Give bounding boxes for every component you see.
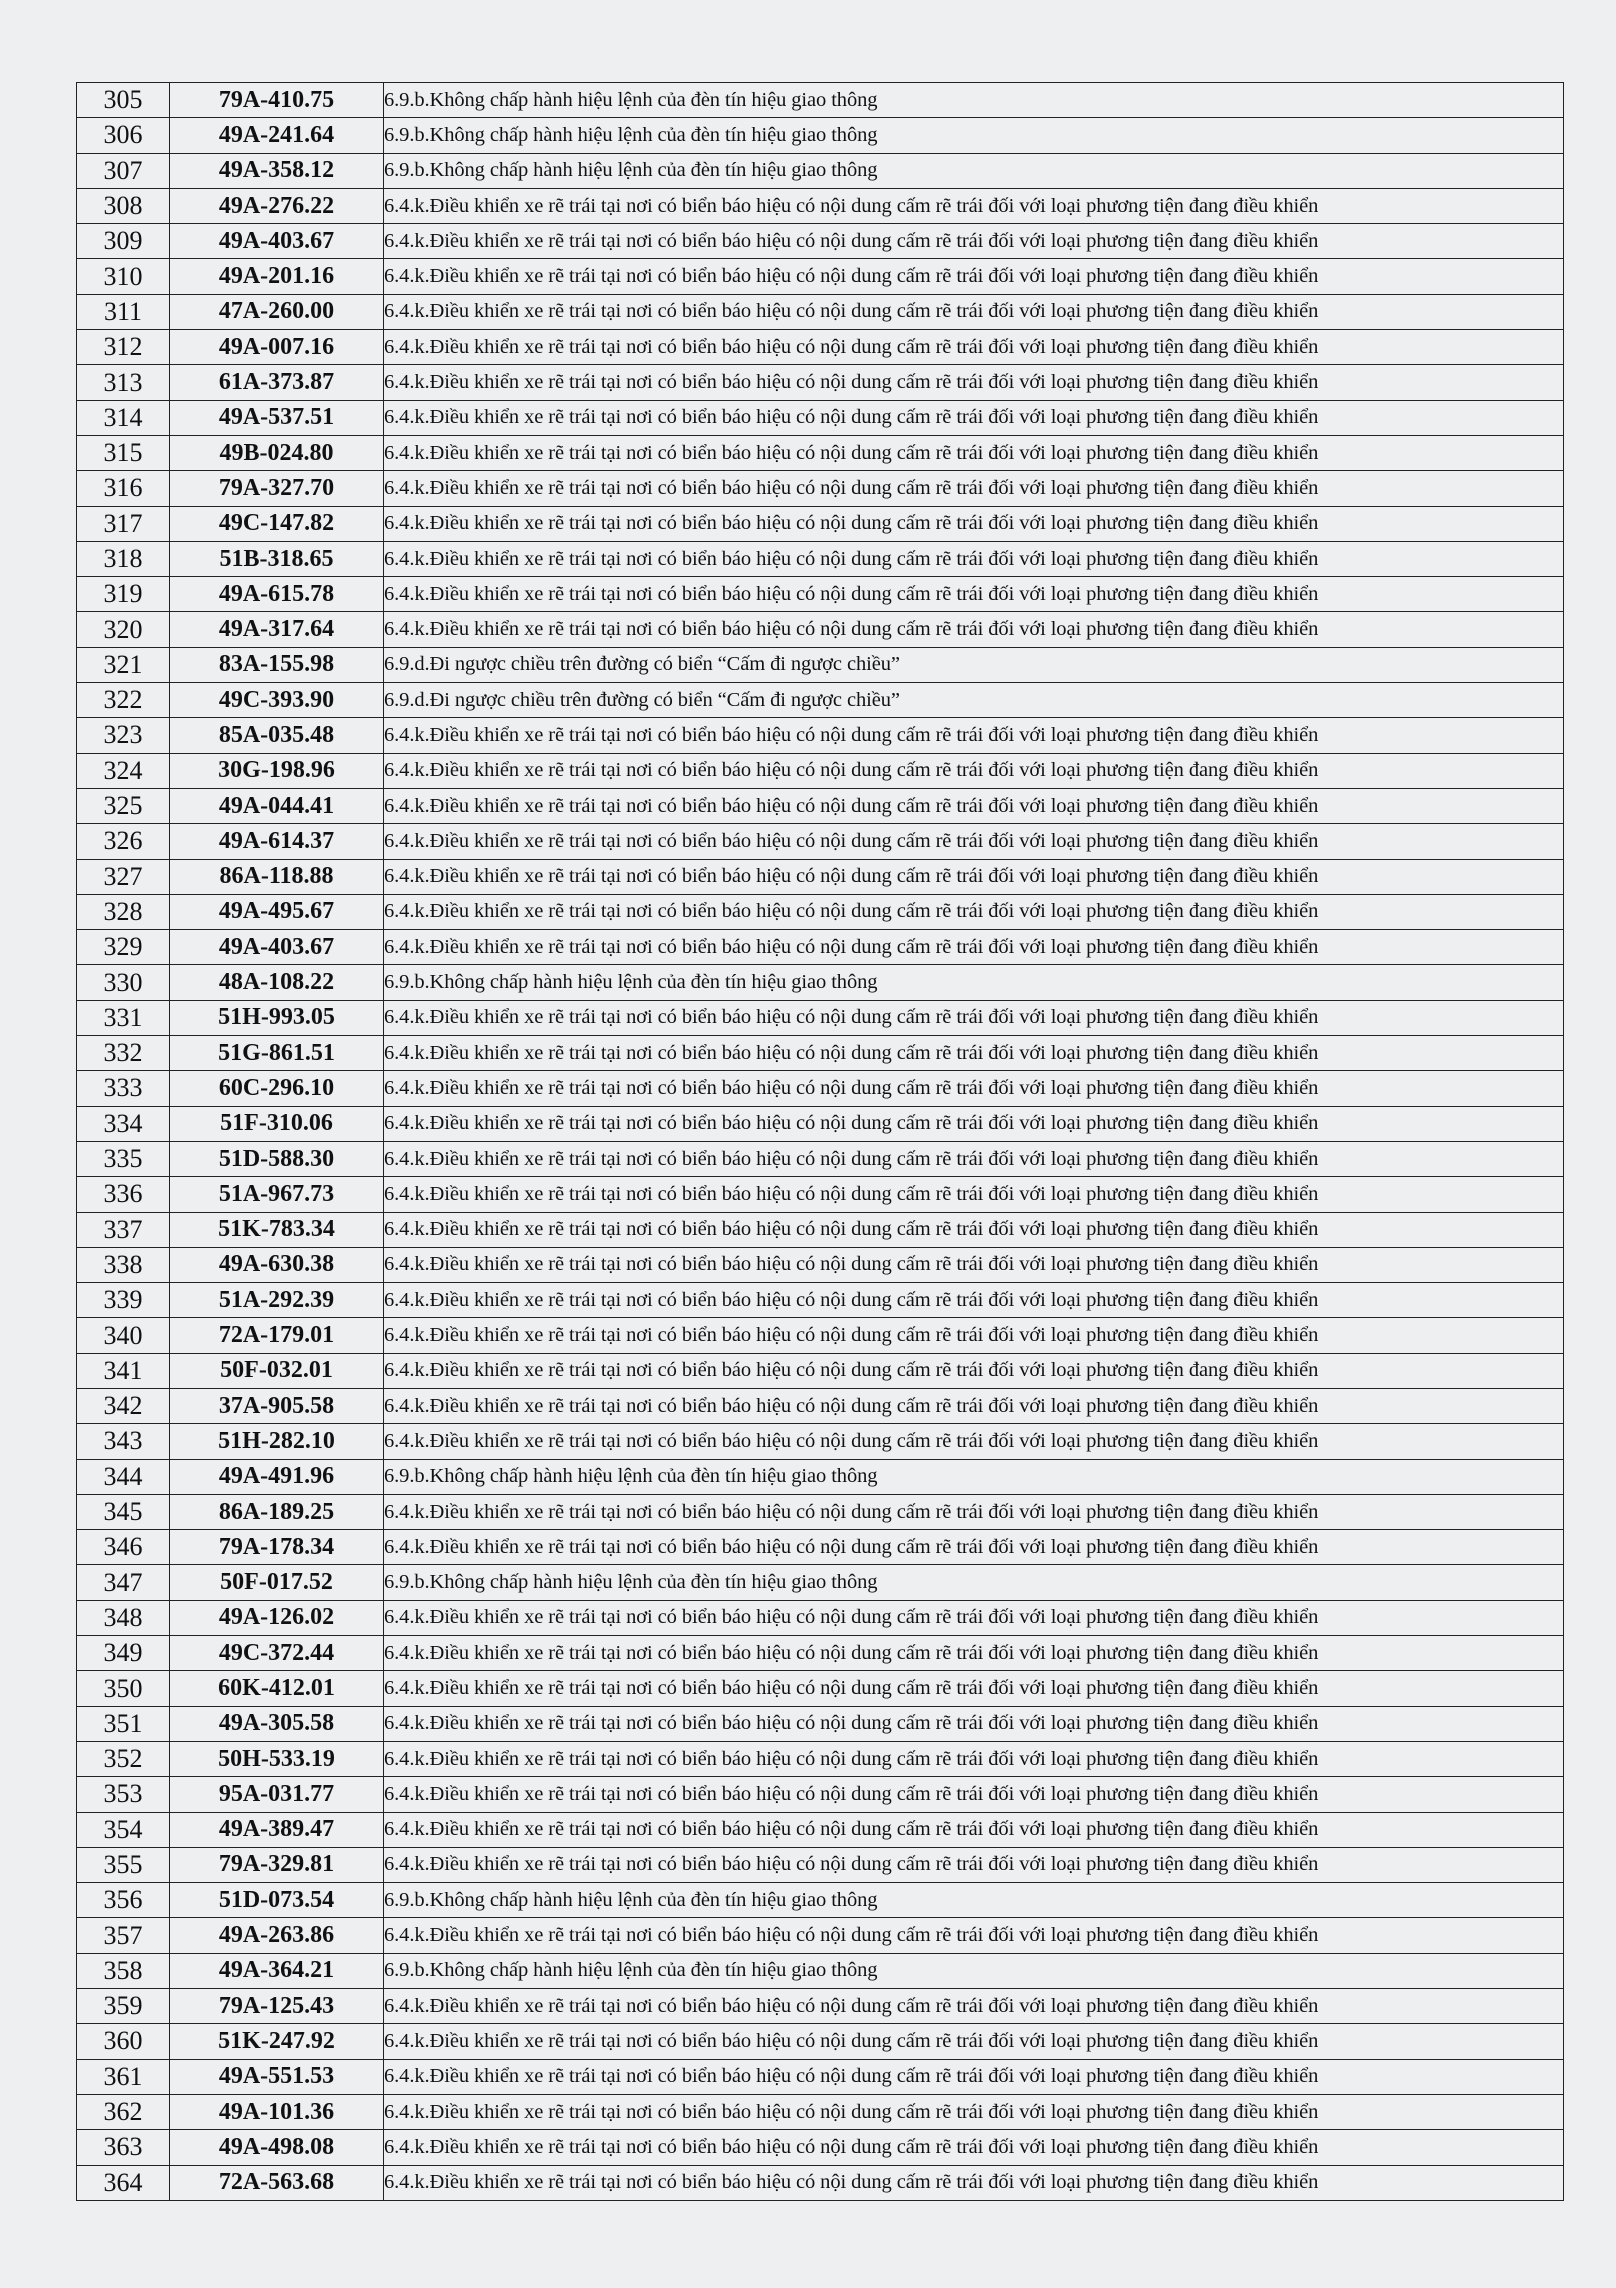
table-row	[77, 859, 1564, 894]
table-row	[77, 1036, 1564, 1071]
table-row	[77, 506, 1564, 541]
violation-description-cell: 6.4.k.Điều khiển xe rẽ trái tại nơi có biển báo hiệu có nội dung cấm rẽ trái đối với loại phương tiện đang điều khiển	[384, 894, 1564, 929]
license-plate-cell: 79A-327.70	[170, 471, 384, 506]
license-plate-cell: 49C-393.90	[170, 683, 384, 718]
table-row	[77, 753, 1564, 788]
table-row	[77, 1989, 1564, 2024]
row-number-cell: 329	[77, 930, 170, 965]
row-number-cell: 362	[77, 2094, 170, 2129]
license-plate-cell: 51B-318.65	[170, 541, 384, 576]
license-plate-cell: 49A-537.51	[170, 400, 384, 435]
table-row	[77, 83, 1564, 118]
table-row	[77, 400, 1564, 435]
row-number-cell: 339	[77, 1283, 170, 1318]
violation-description-cell: 6.4.k.Điều khiển xe rẽ trái tại nơi có biển báo hiệu có nội dung cấm rẽ trái đối với loại phương tiện đang điều khiển	[384, 859, 1564, 894]
license-plate-cell: 85A-035.48	[170, 718, 384, 753]
violation-description-cell: 6.4.k.Điều khiển xe rẽ trái tại nơi có biển báo hiệu có nội dung cấm rẽ trái đối với loại phương tiện đang điều khiển	[384, 259, 1564, 294]
license-plate-cell: 49A-403.67	[170, 224, 384, 259]
row-number-cell: 361	[77, 2059, 170, 2094]
violation-description-cell: 6.9.b.Không chấp hành hiệu lệnh của đèn tín hiệu giao thông	[384, 83, 1564, 118]
license-plate-cell: 49A-305.58	[170, 1706, 384, 1741]
row-number-cell: 324	[77, 753, 170, 788]
table-row	[77, 365, 1564, 400]
violation-description-cell: 6.4.k.Điều khiển xe rẽ trái tại nơi có biển báo hiệu có nội dung cấm rẽ trái đối với loại phương tiện đang điều khiển	[384, 365, 1564, 400]
table-row	[77, 1600, 1564, 1635]
table-row	[77, 1353, 1564, 1388]
row-number-cell: 346	[77, 1530, 170, 1565]
row-number-cell: 312	[77, 330, 170, 365]
violation-description-cell: 6.4.k.Điều khiển xe rẽ trái tại nơi có biển báo hiệu có nội dung cấm rẽ trái đối với loại phương tiện đang điều khiển	[384, 435, 1564, 470]
row-number-cell: 306	[77, 118, 170, 153]
violation-description-cell: 6.4.k.Điều khiển xe rẽ trái tại nơi có biển báo hiệu có nội dung cấm rẽ trái đối với loại phương tiện đang điều khiển	[384, 1318, 1564, 1353]
violation-description-cell: 6.4.k.Điều khiển xe rẽ trái tại nơi có biển báo hiệu có nội dung cấm rẽ trái đối với loại phương tiện đang điều khiển	[384, 1636, 1564, 1671]
table-row	[77, 612, 1564, 647]
license-plate-cell: 47A-260.00	[170, 294, 384, 329]
license-plate-cell: 51K-783.34	[170, 1212, 384, 1247]
row-number-cell: 319	[77, 577, 170, 612]
violation-description-cell: 6.4.k.Điều khiển xe rẽ trái tại nơi có biển báo hiệu có nội dung cấm rẽ trái đối với loại phương tiện đang điều khiển	[384, 1141, 1564, 1176]
license-plate-cell: 50H-533.19	[170, 1741, 384, 1776]
row-number-cell: 305	[77, 83, 170, 118]
table-row	[77, 1530, 1564, 1565]
row-number-cell: 363	[77, 2130, 170, 2165]
violation-description-cell: 6.9.b.Không chấp hành hiệu lệnh của đèn tín hiệu giao thông	[384, 1883, 1564, 1918]
table-row	[77, 1071, 1564, 1106]
license-plate-cell: 48A-108.22	[170, 965, 384, 1000]
violation-description-cell: 6.4.k.Điều khiển xe rẽ trái tại nơi có biển báo hiệu có nội dung cấm rẽ trái đối với loại phương tiện đang điều khiển	[384, 1600, 1564, 1635]
table-row	[77, 1671, 1564, 1706]
row-number-cell: 333	[77, 1071, 170, 1106]
violation-description-cell: 6.4.k.Điều khiển xe rẽ trái tại nơi có biển báo hiệu có nội dung cấm rẽ trái đối với loại phương tiện đang điều khiển	[384, 1071, 1564, 1106]
license-plate-cell: 86A-118.88	[170, 859, 384, 894]
violation-description-cell: 6.4.k.Điều khiển xe rẽ trái tại nơi có biển báo hiệu có nội dung cấm rẽ trái đối với loại phương tiện đang điều khiển	[384, 1918, 1564, 1953]
row-number-cell: 338	[77, 1247, 170, 1282]
violations-table	[76, 82, 1564, 2201]
violation-description-cell: 6.9.d.Đi ngược chiều trên đường có biển “Cấm đi ngược chiều”	[384, 647, 1564, 682]
table-row	[77, 471, 1564, 506]
license-plate-cell: 50F-032.01	[170, 1353, 384, 1388]
row-number-cell: 359	[77, 1989, 170, 2024]
license-plate-cell: 95A-031.77	[170, 1777, 384, 1812]
violation-description-cell: 6.4.k.Điều khiển xe rẽ trái tại nơi có biển báo hiệu có nội dung cấm rẽ trái đối với loại phương tiện đang điều khiển	[384, 2059, 1564, 2094]
license-plate-cell: 79A-410.75	[170, 83, 384, 118]
violation-description-cell: 6.4.k.Điều khiển xe rẽ trái tại nơi có biển báo hiệu có nội dung cấm rẽ trái đối với loại phương tiện đang điều khiển	[384, 1706, 1564, 1741]
row-number-cell: 356	[77, 1883, 170, 1918]
license-plate-cell: 49A-614.37	[170, 824, 384, 859]
row-number-cell: 313	[77, 365, 170, 400]
license-plate-cell: 49A-241.64	[170, 118, 384, 153]
row-number-cell: 314	[77, 400, 170, 435]
row-number-cell: 326	[77, 824, 170, 859]
row-number-cell: 309	[77, 224, 170, 259]
license-plate-cell: 37A-905.58	[170, 1388, 384, 1423]
table-row	[77, 1318, 1564, 1353]
table-row	[77, 2059, 1564, 2094]
row-number-cell: 360	[77, 2024, 170, 2059]
table-row	[77, 1141, 1564, 1176]
table-row	[77, 824, 1564, 859]
license-plate-cell: 51K-247.92	[170, 2024, 384, 2059]
license-plate-cell: 49A-551.53	[170, 2059, 384, 2094]
violation-description-cell: 6.4.k.Điều khiển xe rẽ trái tại nơi có biển báo hiệu có nội dung cấm rẽ trái đối với loại phương tiện đang điều khiển	[384, 471, 1564, 506]
violation-description-cell: 6.9.b.Không chấp hành hiệu lệnh của đèn tín hiệu giao thông	[384, 118, 1564, 153]
license-plate-cell: 79A-125.43	[170, 1989, 384, 2024]
license-plate-cell: 51F-310.06	[170, 1106, 384, 1141]
license-plate-cell: 49A-630.38	[170, 1247, 384, 1282]
violation-description-cell: 6.4.k.Điều khiển xe rẽ trái tại nơi có biển báo hiệu có nội dung cấm rẽ trái đối với loại phương tiện đang điều khiển	[384, 1036, 1564, 1071]
license-plate-cell: 49A-201.16	[170, 259, 384, 294]
license-plate-cell: 51D-588.30	[170, 1141, 384, 1176]
violation-description-cell: 6.4.k.Điều khiển xe rẽ trái tại nơi có biển báo hiệu có nội dung cấm rẽ trái đối với loại phương tiện đang điều khiển	[384, 1741, 1564, 1776]
row-number-cell: 348	[77, 1600, 170, 1635]
violation-description-cell: 6.4.k.Điều khiển xe rẽ trái tại nơi có biển báo hiệu có nội dung cấm rẽ trái đối với loại phương tiện đang điều khiển	[384, 1494, 1564, 1529]
table-row	[77, 1953, 1564, 1988]
row-number-cell: 347	[77, 1565, 170, 1600]
row-number-cell: 307	[77, 153, 170, 188]
violation-description-cell: 6.4.k.Điều khiển xe rẽ trái tại nơi có biển báo hiệu có nội dung cấm rẽ trái đối với loại phương tiện đang điều khiển	[384, 224, 1564, 259]
violation-description-cell: 6.4.k.Điều khiển xe rẽ trái tại nơi có biển báo hiệu có nội dung cấm rẽ trái đối với loại phương tiện đang điều khiển	[384, 1777, 1564, 1812]
table-row	[77, 1177, 1564, 1212]
row-number-cell: 351	[77, 1706, 170, 1741]
row-number-cell: 336	[77, 1177, 170, 1212]
row-number-cell: 340	[77, 1318, 170, 1353]
violation-description-cell: 6.9.b.Không chấp hành hiệu lệnh của đèn tín hiệu giao thông	[384, 1953, 1564, 1988]
row-number-cell: 321	[77, 647, 170, 682]
license-plate-cell: 49A-126.02	[170, 1600, 384, 1635]
table-row	[77, 1212, 1564, 1247]
row-number-cell: 364	[77, 2165, 170, 2200]
license-plate-cell: 79A-329.81	[170, 1847, 384, 1882]
license-plate-cell: 49A-403.67	[170, 930, 384, 965]
violation-description-cell: 6.4.k.Điều khiển xe rẽ trái tại nơi có biển báo hiệu có nội dung cấm rẽ trái đối với loại phương tiện đang điều khiển	[384, 612, 1564, 647]
license-plate-cell: 49A-317.64	[170, 612, 384, 647]
table-row	[77, 153, 1564, 188]
table-row	[77, 1706, 1564, 1741]
license-plate-cell: 49A-389.47	[170, 1812, 384, 1847]
license-plate-cell: 51G-861.51	[170, 1036, 384, 1071]
license-plate-cell: 61A-373.87	[170, 365, 384, 400]
table-row	[77, 1388, 1564, 1423]
violation-description-cell: 6.9.b.Không chấp hành hiệu lệnh của đèn tín hiệu giao thông	[384, 1565, 1564, 1600]
violation-description-cell: 6.4.k.Điều khiển xe rẽ trái tại nơi có biển báo hiệu có nội dung cấm rẽ trái đối với loại phương tiện đang điều khiển	[384, 1247, 1564, 1282]
table-row	[77, 1565, 1564, 1600]
license-plate-cell: 49C-147.82	[170, 506, 384, 541]
license-plate-cell: 49A-276.22	[170, 188, 384, 223]
violation-description-cell: 6.4.k.Điều khiển xe rẽ trái tại nơi có biển báo hiệu có nội dung cấm rẽ trái đối với loại phương tiện đang điều khiển	[384, 1388, 1564, 1423]
license-plate-cell: 51H-993.05	[170, 1000, 384, 1035]
table-row	[77, 647, 1564, 682]
license-plate-cell: 60C-296.10	[170, 1071, 384, 1106]
row-number-cell: 355	[77, 1847, 170, 1882]
violation-description-cell: 6.4.k.Điều khiển xe rẽ trái tại nơi có biển báo hiệu có nội dung cấm rẽ trái đối với loại phương tiện đang điều khiển	[384, 1847, 1564, 1882]
violation-description-cell: 6.4.k.Điều khiển xe rẽ trái tại nơi có biển báo hiệu có nội dung cấm rẽ trái đối với loại phương tiện đang điều khiển	[384, 1283, 1564, 1318]
table-row	[77, 259, 1564, 294]
license-plate-cell: 49B-024.80	[170, 435, 384, 470]
violation-description-cell: 6.4.k.Điều khiển xe rẽ trái tại nơi có biển báo hiệu có nội dung cấm rẽ trái đối với loại phương tiện đang điều khiển	[384, 824, 1564, 859]
license-plate-cell: 51H-282.10	[170, 1424, 384, 1459]
table-row	[77, 1883, 1564, 1918]
table-row	[77, 1741, 1564, 1776]
violation-description-cell: 6.9.b.Không chấp hành hiệu lệnh của đèn tín hiệu giao thông	[384, 1459, 1564, 1494]
violation-description-cell: 6.4.k.Điều khiển xe rẽ trái tại nơi có biển báo hiệu có nội dung cấm rẽ trái đối với loại phương tiện đang điều khiển	[384, 541, 1564, 576]
violation-description-cell: 6.4.k.Điều khiển xe rẽ trái tại nơi có biển báo hiệu có nội dung cấm rẽ trái đối với loại phương tiện đang điều khiển	[384, 1989, 1564, 2024]
license-plate-cell: 49A-101.36	[170, 2094, 384, 2129]
row-number-cell: 316	[77, 471, 170, 506]
license-plate-cell: 83A-155.98	[170, 647, 384, 682]
row-number-cell: 357	[77, 1918, 170, 1953]
table-row	[77, 435, 1564, 470]
table-row	[77, 1777, 1564, 1812]
row-number-cell: 345	[77, 1494, 170, 1529]
license-plate-cell: 49A-615.78	[170, 577, 384, 612]
license-plate-cell: 49C-372.44	[170, 1636, 384, 1671]
table-row	[77, 2024, 1564, 2059]
violation-description-cell: 6.4.k.Điều khiển xe rẽ trái tại nơi có biển báo hiệu có nội dung cấm rẽ trái đối với loại phương tiện đang điều khiển	[384, 753, 1564, 788]
row-number-cell: 350	[77, 1671, 170, 1706]
row-number-cell: 343	[77, 1424, 170, 1459]
violation-description-cell: 6.4.k.Điều khiển xe rẽ trái tại nơi có biển báo hiệu có nội dung cấm rẽ trái đối với loại phương tiện đang điều khiển	[384, 1106, 1564, 1141]
row-number-cell: 320	[77, 612, 170, 647]
license-plate-cell: 30G-198.96	[170, 753, 384, 788]
license-plate-cell: 49A-007.16	[170, 330, 384, 365]
row-number-cell: 310	[77, 259, 170, 294]
row-number-cell: 354	[77, 1812, 170, 1847]
violation-description-cell: 6.4.k.Điều khiển xe rẽ trái tại nơi có biển báo hiệu có nội dung cấm rẽ trái đối với loại phương tiện đang điều khiển	[384, 1000, 1564, 1035]
row-number-cell: 331	[77, 1000, 170, 1035]
violation-description-cell: 6.4.k.Điều khiển xe rẽ trái tại nơi có biển báo hiệu có nội dung cấm rẽ trái đối với loại phương tiện đang điều khiển	[384, 1812, 1564, 1847]
license-plate-cell: 79A-178.34	[170, 1530, 384, 1565]
table-row	[77, 1812, 1564, 1847]
row-number-cell: 325	[77, 788, 170, 823]
table-row	[77, 2165, 1564, 2200]
violation-description-cell: 6.4.k.Điều khiển xe rẽ trái tại nơi có biển báo hiệu có nội dung cấm rẽ trái đối với loại phương tiện đang điều khiển	[384, 506, 1564, 541]
violation-description-cell: 6.4.k.Điều khiển xe rẽ trái tại nơi có biển báo hiệu có nội dung cấm rẽ trái đối với loại phương tiện đang điều khiển	[384, 1671, 1564, 1706]
license-plate-cell: 50F-017.52	[170, 1565, 384, 1600]
violation-description-cell: 6.4.k.Điều khiển xe rẽ trái tại nơi có biển báo hiệu có nội dung cấm rẽ trái đối với loại phương tiện đang điều khiển	[384, 2165, 1564, 2200]
violation-description-cell: 6.4.k.Điều khiển xe rẽ trái tại nơi có biển báo hiệu có nội dung cấm rẽ trái đối với loại phương tiện đang điều khiển	[384, 1177, 1564, 1212]
license-plate-cell: 49A-364.21	[170, 1953, 384, 1988]
table-row	[77, 788, 1564, 823]
table-row	[77, 1424, 1564, 1459]
violation-description-cell: 6.4.k.Điều khiển xe rẽ trái tại nơi có biển báo hiệu có nội dung cấm rẽ trái đối với loại phương tiện đang điều khiển	[384, 330, 1564, 365]
table-row	[77, 965, 1564, 1000]
table-row	[77, 1494, 1564, 1529]
violation-description-cell: 6.4.k.Điều khiển xe rẽ trái tại nơi có biển báo hiệu có nội dung cấm rẽ trái đối với loại phương tiện đang điều khiển	[384, 188, 1564, 223]
license-plate-cell: 72A-179.01	[170, 1318, 384, 1353]
table-row	[77, 118, 1564, 153]
license-plate-cell: 49A-263.86	[170, 1918, 384, 1953]
row-number-cell: 311	[77, 294, 170, 329]
table-row	[77, 2094, 1564, 2129]
row-number-cell: 353	[77, 1777, 170, 1812]
row-number-cell: 341	[77, 1353, 170, 1388]
license-plate-cell: 51A-967.73	[170, 1177, 384, 1212]
violation-description-cell: 6.4.k.Điều khiển xe rẽ trái tại nơi có biển báo hiệu có nội dung cấm rẽ trái đối với loại phương tiện đang điều khiển	[384, 2024, 1564, 2059]
table-row	[77, 577, 1564, 612]
table-row	[77, 1459, 1564, 1494]
table-row	[77, 1106, 1564, 1141]
table-row	[77, 188, 1564, 223]
table-row	[77, 1636, 1564, 1671]
row-number-cell: 328	[77, 894, 170, 929]
license-plate-cell: 72A-563.68	[170, 2165, 384, 2200]
violation-description-cell: 6.4.k.Điều khiển xe rẽ trái tại nơi có biển báo hiệu có nội dung cấm rẽ trái đối với loại phương tiện đang điều khiển	[384, 400, 1564, 435]
violation-description-cell: 6.4.k.Điều khiển xe rẽ trái tại nơi có biển báo hiệu có nội dung cấm rẽ trái đối với loại phương tiện đang điều khiển	[384, 2094, 1564, 2129]
table-row	[77, 224, 1564, 259]
table-row	[77, 894, 1564, 929]
table-row	[77, 683, 1564, 718]
table-row	[77, 1847, 1564, 1882]
violation-description-cell: 6.4.k.Điều khiển xe rẽ trái tại nơi có biển báo hiệu có nội dung cấm rẽ trái đối với loại phương tiện đang điều khiển	[384, 788, 1564, 823]
table-row	[77, 1247, 1564, 1282]
violation-description-cell: 6.4.k.Điều khiển xe rẽ trái tại nơi có biển báo hiệu có nội dung cấm rẽ trái đối với loại phương tiện đang điều khiển	[384, 1212, 1564, 1247]
table-row	[77, 330, 1564, 365]
row-number-cell: 327	[77, 859, 170, 894]
row-number-cell: 334	[77, 1106, 170, 1141]
table-row	[77, 2130, 1564, 2165]
row-number-cell: 317	[77, 506, 170, 541]
violation-description-cell: 6.4.k.Điều khiển xe rẽ trái tại nơi có biển báo hiệu có nội dung cấm rẽ trái đối với loại phương tiện đang điều khiển	[384, 577, 1564, 612]
row-number-cell: 358	[77, 1953, 170, 1988]
license-plate-cell: 49A-498.08	[170, 2130, 384, 2165]
license-plate-cell: 49A-044.41	[170, 788, 384, 823]
row-number-cell: 332	[77, 1036, 170, 1071]
violation-description-cell: 6.9.b.Không chấp hành hiệu lệnh của đèn tín hiệu giao thông	[384, 153, 1564, 188]
violation-description-cell: 6.4.k.Điều khiển xe rẽ trái tại nơi có biển báo hiệu có nội dung cấm rẽ trái đối với loại phương tiện đang điều khiển	[384, 718, 1564, 753]
violation-description-cell: 6.4.k.Điều khiển xe rẽ trái tại nơi có biển báo hiệu có nội dung cấm rẽ trái đối với loại phương tiện đang điều khiển	[384, 1353, 1564, 1388]
row-number-cell: 330	[77, 965, 170, 1000]
violation-description-cell: 6.4.k.Điều khiển xe rẽ trái tại nơi có biển báo hiệu có nội dung cấm rẽ trái đối với loại phương tiện đang điều khiển	[384, 1424, 1564, 1459]
license-plate-cell: 49A-358.12	[170, 153, 384, 188]
row-number-cell: 342	[77, 1388, 170, 1423]
license-plate-cell: 49A-491.96	[170, 1459, 384, 1494]
row-number-cell: 315	[77, 435, 170, 470]
row-number-cell: 349	[77, 1636, 170, 1671]
table-row	[77, 1918, 1564, 1953]
table-row	[77, 1283, 1564, 1318]
license-plate-cell: 86A-189.25	[170, 1494, 384, 1529]
row-number-cell: 337	[77, 1212, 170, 1247]
row-number-cell: 344	[77, 1459, 170, 1494]
table-row	[77, 718, 1564, 753]
violation-description-cell: 6.4.k.Điều khiển xe rẽ trái tại nơi có biển báo hiệu có nội dung cấm rẽ trái đối với loại phương tiện đang điều khiển	[384, 2130, 1564, 2165]
row-number-cell: 308	[77, 188, 170, 223]
table-row	[77, 541, 1564, 576]
violations-table-body	[77, 83, 1564, 2201]
violation-description-cell: 6.4.k.Điều khiển xe rẽ trái tại nơi có biển báo hiệu có nội dung cấm rẽ trái đối với loại phương tiện đang điều khiển	[384, 1530, 1564, 1565]
violation-description-cell: 6.9.d.Đi ngược chiều trên đường có biển “Cấm đi ngược chiều”	[384, 683, 1564, 718]
table-row	[77, 294, 1564, 329]
license-plate-cell: 49A-495.67	[170, 894, 384, 929]
row-number-cell: 335	[77, 1141, 170, 1176]
violation-description-cell: 6.4.k.Điều khiển xe rẽ trái tại nơi có biển báo hiệu có nội dung cấm rẽ trái đối với loại phương tiện đang điều khiển	[384, 294, 1564, 329]
row-number-cell: 318	[77, 541, 170, 576]
violation-description-cell: 6.9.b.Không chấp hành hiệu lệnh của đèn tín hiệu giao thông	[384, 965, 1564, 1000]
license-plate-cell: 51D-073.54	[170, 1883, 384, 1918]
table-row	[77, 1000, 1564, 1035]
license-plate-cell: 51A-292.39	[170, 1283, 384, 1318]
table-row	[77, 930, 1564, 965]
row-number-cell: 352	[77, 1741, 170, 1776]
row-number-cell: 323	[77, 718, 170, 753]
license-plate-cell: 60K-412.01	[170, 1671, 384, 1706]
violation-description-cell: 6.4.k.Điều khiển xe rẽ trái tại nơi có biển báo hiệu có nội dung cấm rẽ trái đối với loại phương tiện đang điều khiển	[384, 930, 1564, 965]
row-number-cell: 322	[77, 683, 170, 718]
